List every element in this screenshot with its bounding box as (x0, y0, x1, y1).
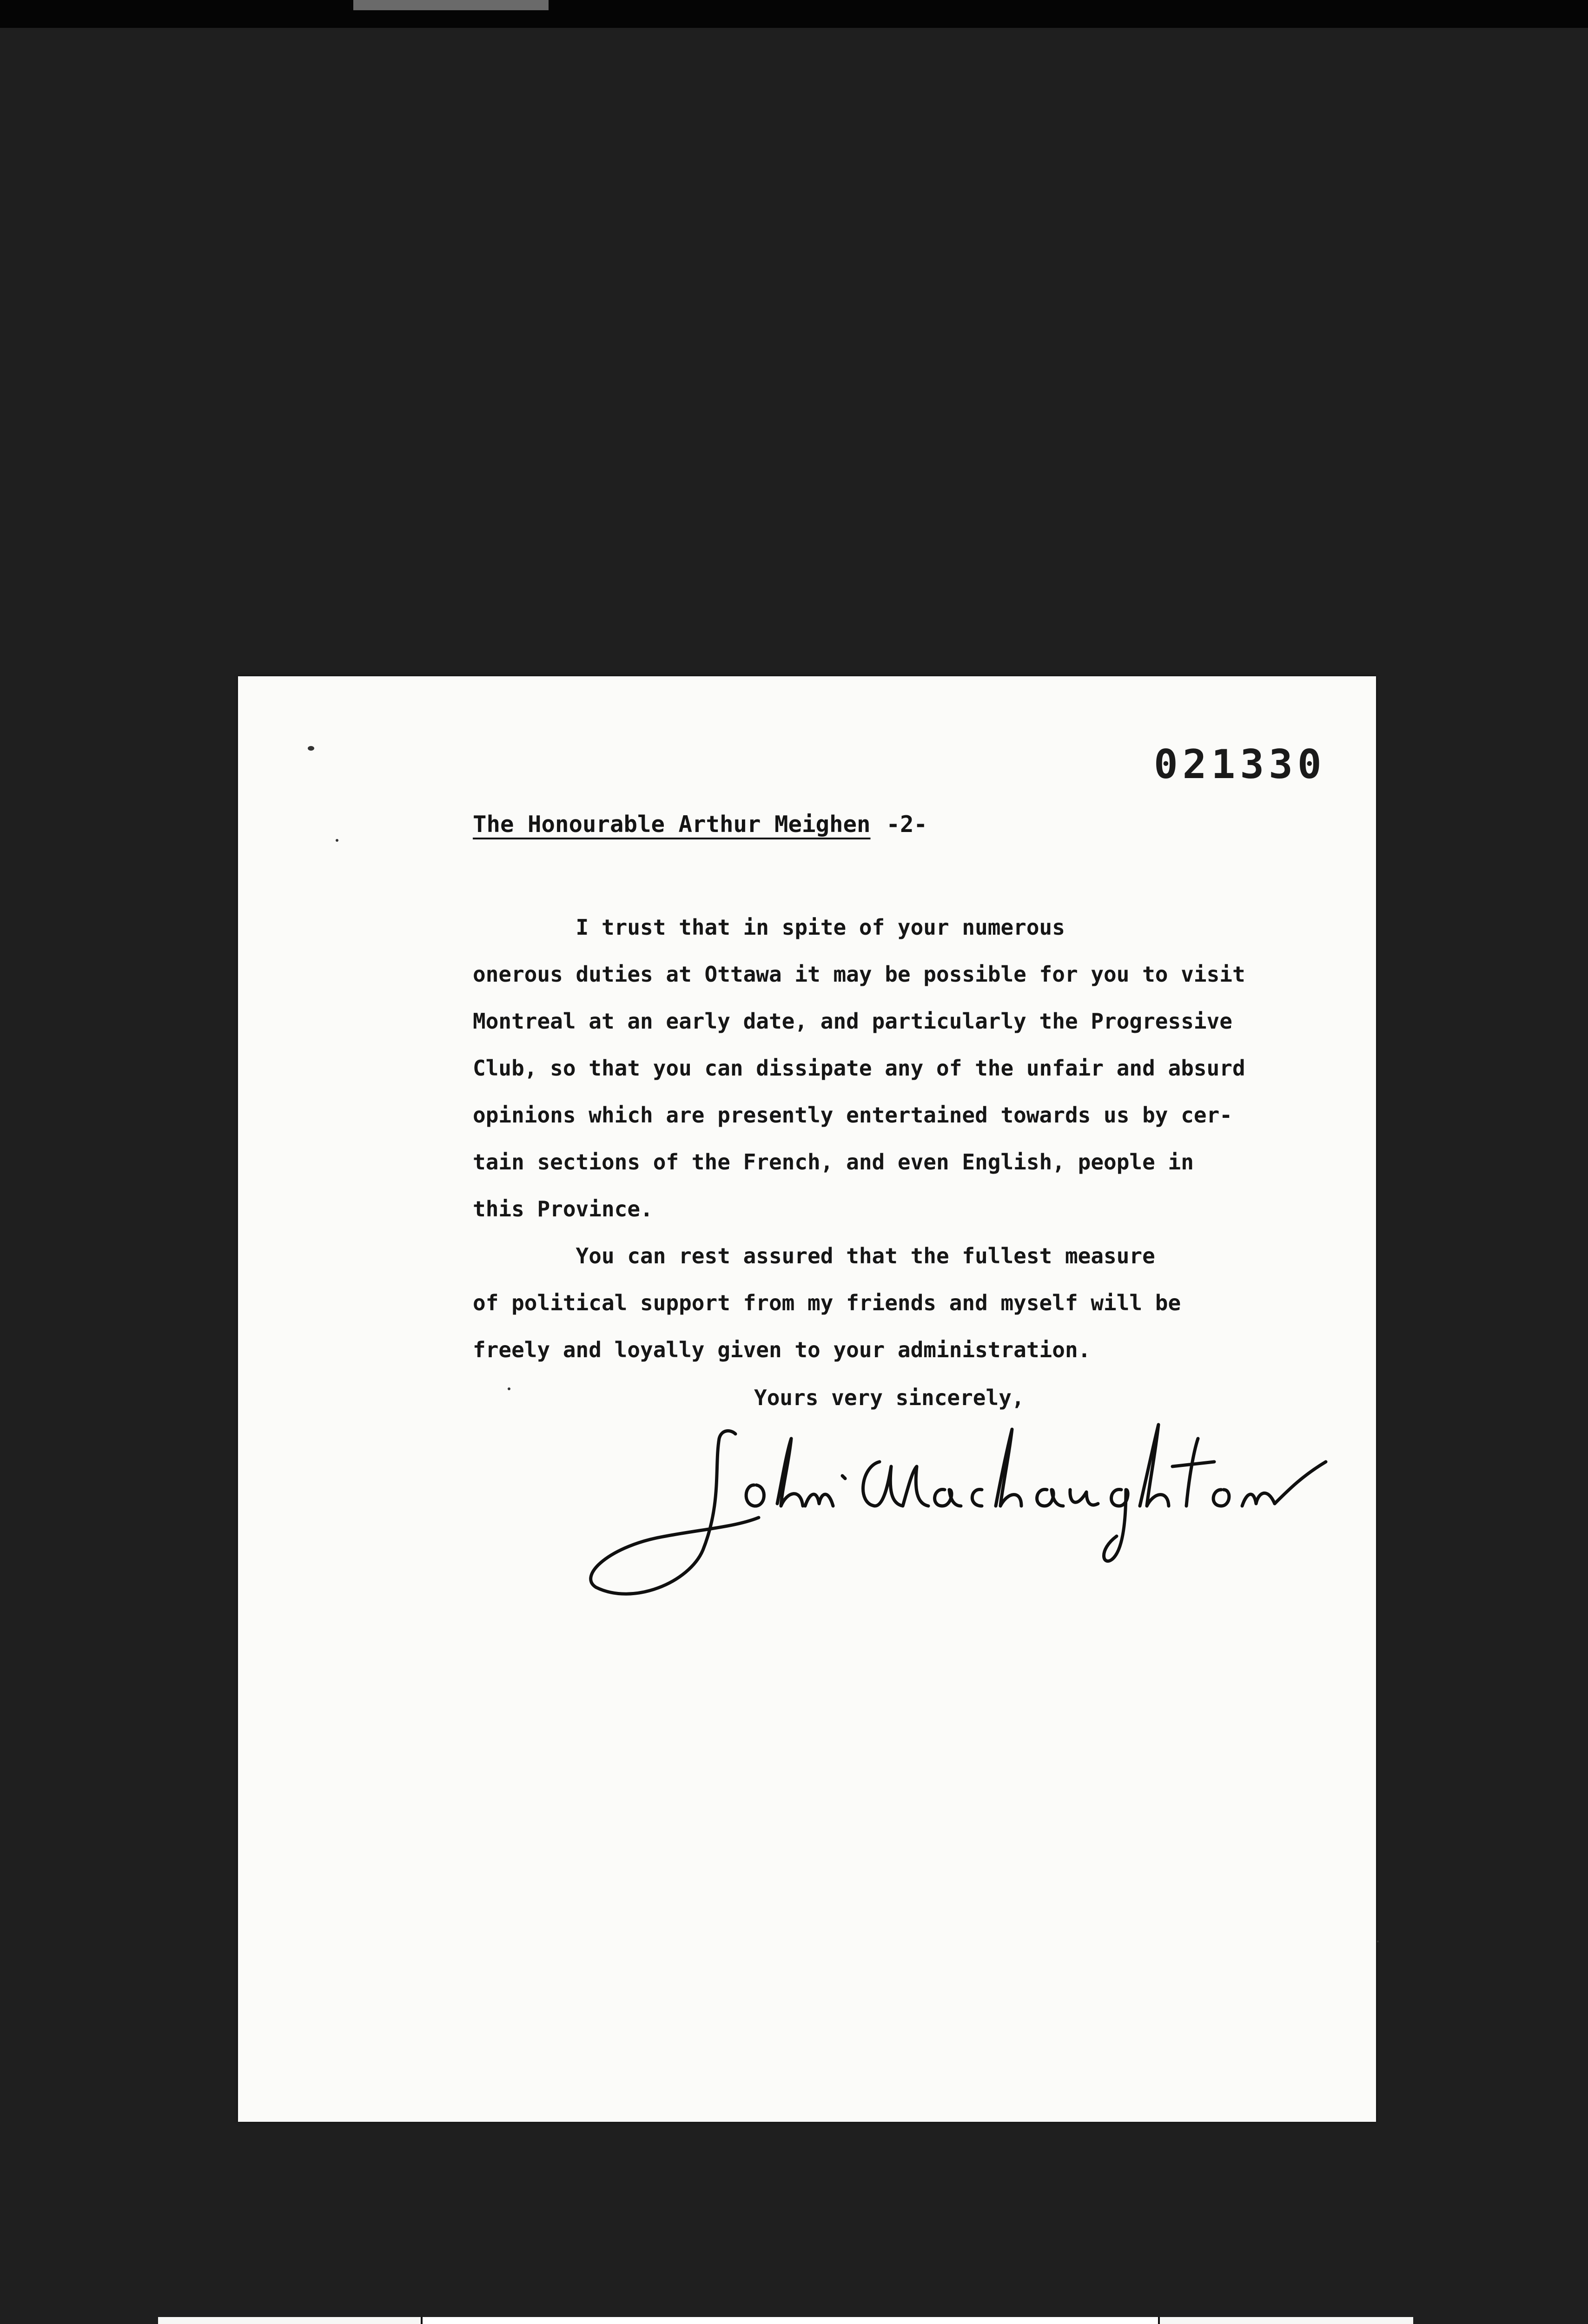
body-line: of political support from my friends and myself will be (473, 1290, 1181, 1315)
letter-page (238, 676, 1376, 2122)
archive-label (158, 2317, 1413, 2324)
handwritten-signature (582, 1411, 1354, 1606)
body-line: I trust that in spite of your numerous (473, 915, 1065, 940)
body-line: tain sections of the French, and even English, people in (473, 1149, 1194, 1175)
body-line: Montreal at an early date, and particularly the Progressive (473, 1009, 1232, 1034)
body-line: onerous duties at Ottawa it may be possible for you to visit (473, 962, 1245, 987)
film-speck (308, 746, 314, 751)
page-number: -2- (886, 811, 928, 838)
body-line: opinions which are presently entertained towards us by cer- (473, 1103, 1232, 1128)
film-edge-notch (353, 0, 549, 10)
page-heading (473, 811, 927, 838)
film-speck (336, 839, 338, 842)
film-edge-top (0, 0, 1588, 28)
addressee-heading: The Honourable Arthur Meighen (473, 811, 871, 838)
film-speck (1377, 1941, 1379, 1942)
closing-salutation: Yours very sincerely, (754, 1385, 1025, 1410)
letter-body (473, 904, 1356, 1373)
body-line: You can rest assured that the fullest measure (473, 1243, 1155, 1268)
body-line: this Province. (473, 1196, 653, 1221)
body-line: freely and loyally given to your administration. (473, 1337, 1091, 1362)
film-speck (508, 1387, 510, 1390)
body-line: Club, so that you can dissipate any of the unfair and absurd (473, 1056, 1245, 1081)
series-tag (421, 2317, 1160, 2324)
document-number: 021330 (1154, 741, 1326, 788)
